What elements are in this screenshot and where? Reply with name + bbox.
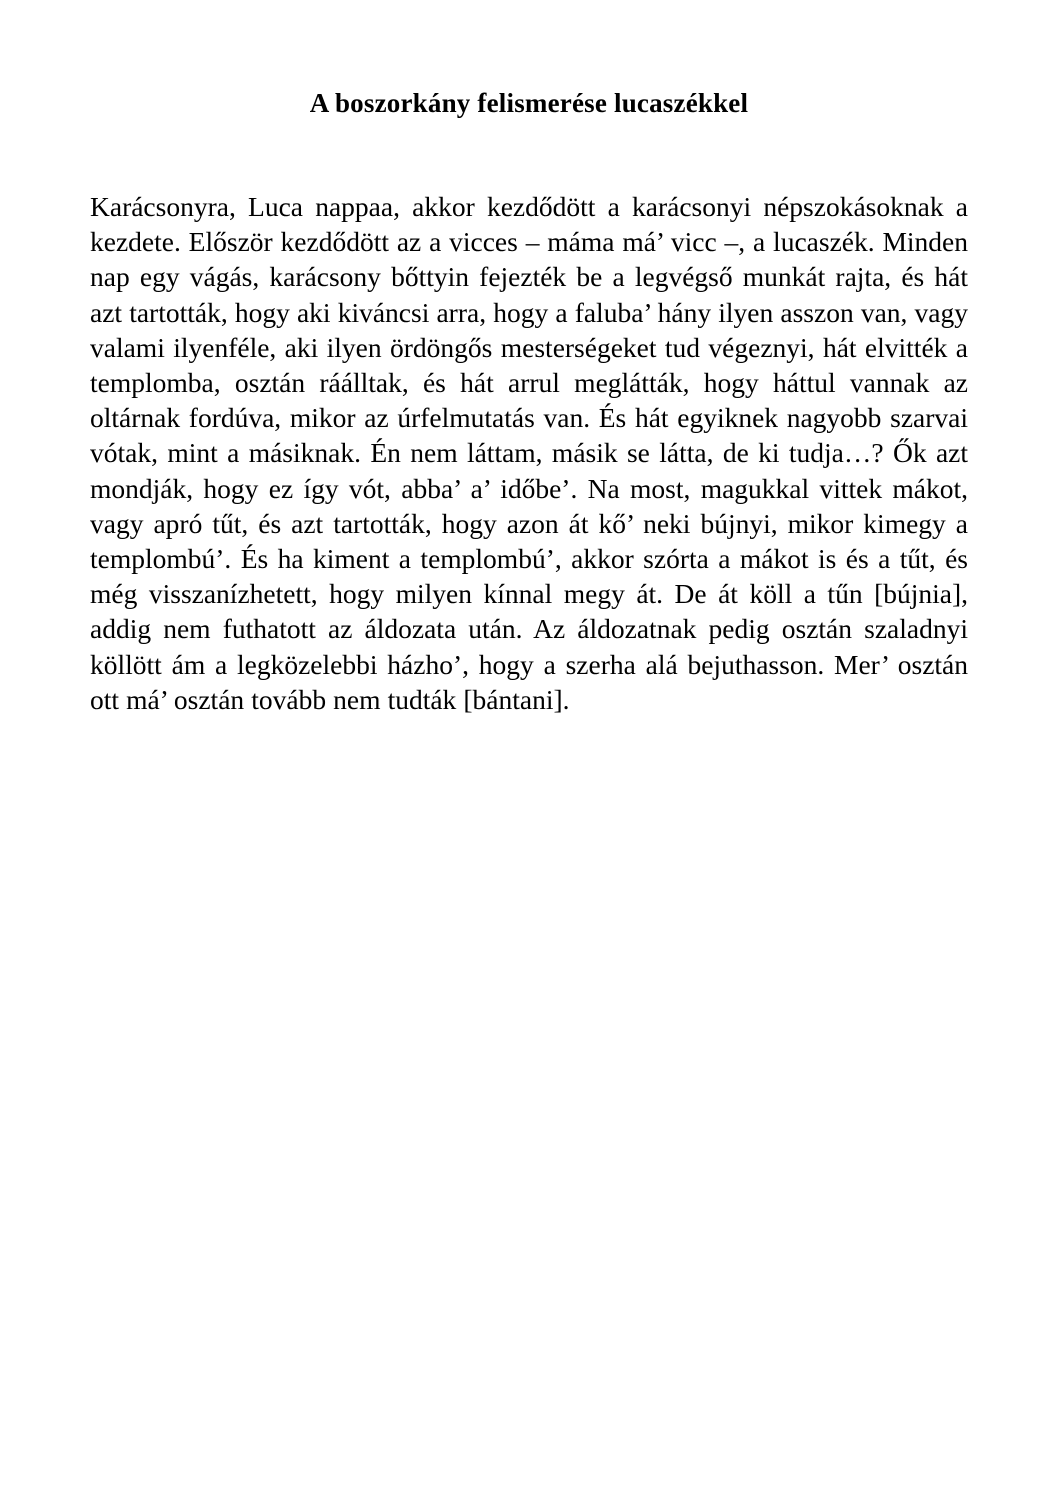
page-title: A boszorkány felismerése lucaszékkel [309,88,749,118]
document-content [90,0,968,717]
body-paragraph: Karácsonyra, Luca nappaa, akkor kezdődött a karácsonyi népszokásoknak a kezdete. Először kezdődött az a vicces – máma má’ vicc –, a lucaszék. Minden nap egy vágás, karácsony bőttyin fejezték be a legvégső munkát rajta, és hát azt tartották, hogy aki kiváncsi arra, hogy a faluba’ hány ilyen asszon van, vagy valami ilyenféle, aki ilyen ördöngős mesterségeket tud végeznyi, hát elvitték a templomba, osztán ráálltak, és hát arrul meglátták, hogy háttul vannak az oltárnak fordúva, mikor az úrfelmutatás van. És hát egyiknek nagyobb szarvai vótak, mint a másiknak. Én nem láttam, másik se látta, de ki tudja…? Ők azt mondják, hogy ez így vót, abba’ a’ időbe’. Na most, magukkal vittek mákot, vagy apró tűt, és azt tartották, hogy azon át kő’ neki bújnyi, mikor kimegy a templombú’. És ha kiment a templombú’, akkor szórta a mákot is és a tűt, és még visszanízhetett, hogy milyen kínnal megy át. De át köll a tűn [bújnia], addig nem futhatott az áldozata után. Az áldozatnak pedig osztán szaladnyi köllött ám a legközelebbi házho’, hogy a szerha alá bejuthasson. Mer’ osztán ott má’ osztán tovább nem tudták [bántani]. [90,191,968,715]
